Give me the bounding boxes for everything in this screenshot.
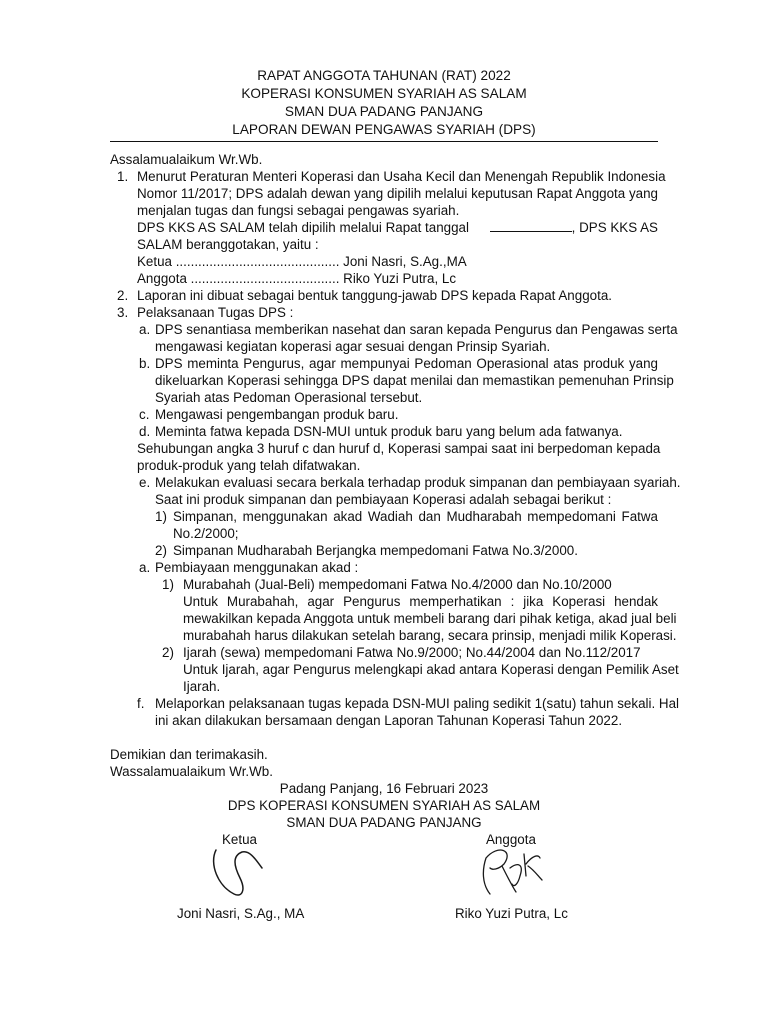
item-3f-paragraph (155, 695, 680, 712)
item-3b-line-2: dikeluarkan Koperasi sehingga DPS dapat menilai dan memastikan pemenuhan Prinsip (155, 373, 674, 388)
ijarah-line-1: Ijarah (sewa) mempedomani Fatwa No.9/2000; No.44/2004 dan No.112/2017 (183, 645, 641, 660)
signing-organization: DPS KOPERASI KONSUMEN SYARIAH AS SALAM (227, 798, 541, 813)
item-3e-line-2: Saat ini produk simpanan dan pembiayaan Koperasi adalah sebagai berikut : (155, 492, 612, 507)
anggota-entry: Anggota ........................................ Riko Yuzi Putra, Lc (137, 271, 457, 286)
item-2-number: 2. (117, 288, 129, 303)
item-1-meeting-line (137, 219, 658, 236)
item-pembiayaan-mark: a. (139, 560, 151, 575)
item-3a-paragraph (155, 321, 678, 338)
item-1-meeting-text: DPS KKS AS SALAM telah dipilih melalui Rapat tanggal (137, 220, 469, 235)
murabahah-line-1: Murabahah (Jual-Beli) mempedomani Fatwa No.4/2000 dan No.10/2000 (183, 577, 612, 592)
murabahah-line-2: Untuk Murabahah, agar Pengurus memperhatikan : jika Koperasi hendak (183, 594, 658, 609)
item-3e-sub-1-line-2: No.2/2000; (173, 526, 239, 541)
ijarah-line-2: Untuk Ijarah, agar Pengurus melengkapi akad antara Koperasi dengan Pemilik Aset (183, 662, 679, 677)
item-3e-line-1: Melakukan evaluasi secara berkala terhadap produk simpanan dan pembiayaan syariah. (155, 475, 681, 490)
item-3b-mark: b. (139, 356, 151, 371)
item-3e-sub-1-number: 1) (155, 509, 167, 524)
murabahah-line-3: mewakilkan kepada Anggota untuk membeli barang dari pihak ketiga, akad jual beli (183, 611, 677, 626)
anggota-name: Riko Yuzi Putra, Lc (455, 906, 568, 921)
ketua-signature (200, 838, 284, 906)
ijarah-line-3: Ijarah. (183, 679, 221, 694)
header-divider (110, 141, 658, 142)
title-line-1: RAPAT ANGGOTA TAHUNAN (RAT) 2022 (257, 68, 511, 83)
item-1-line-1: Menurut Peraturan Menteri Koperasi dan Usaha Kecil dan Menengah Republik Indonesia (137, 169, 666, 184)
signing-school: SMAN DUA PADANG PANJANG (286, 815, 482, 830)
item-3e-sub-1-line-1: Simpanan, menggunakan akad Wadiah dan Mudharabah mempedomani Fatwa (173, 509, 658, 524)
item-pembiayaan-line-1: Pembiayaan menggunakan akad : (155, 560, 359, 575)
ketua-name: Joni Nasri, S.Ag., MA (177, 906, 305, 921)
murabahah-number: 1) (162, 577, 174, 592)
item-1-line-3: menjalan tugas dan fungsi sebagai pengawas syariah. (137, 203, 460, 218)
item-3d-line-2: Sehubungan angka 3 huruf c dan huruf d, Koperasi sampai saat ini berpedoman kepada (137, 441, 661, 456)
ketua-entry: Ketua ............................................ Joni Nasri, S.Ag.,MA (137, 254, 467, 269)
item-3d-mark: d. (139, 424, 151, 439)
role-ketua: Ketua (222, 832, 257, 847)
item-3a-mark: a. (139, 322, 151, 337)
item-3d-line-1: Meminta fatwa kepada DSN-MUI untuk produk baru yang belum ada fatwanya. (155, 424, 623, 439)
item-3e-sub-2-number: 2) (155, 543, 167, 558)
item-1-paragraph (137, 168, 666, 202)
item-3a-line-2: mengawasi kegiatan koperasi agar sesuai dengan Prinsip Syariah. (155, 339, 551, 354)
item-1-meeting-text-end: , DPS KKS AS (571, 220, 658, 235)
anggota-signature (468, 836, 558, 904)
item-2-text: Laporan ini dibuat sebagai bentuk tanggung-jawab DPS kepada Rapat Anggota. (137, 288, 612, 303)
item-3f-mark: f. (137, 696, 145, 711)
murabahah-paragraph (183, 593, 677, 627)
closing-line-2: Wassalamualaikum Wr.Wb. (110, 764, 273, 779)
item-3d-line-3: produk-produk yang telah difatwakan. (137, 458, 361, 473)
item-3-number: 3. (117, 305, 129, 320)
item-3c-mark: c. (139, 407, 150, 422)
date-blank-field (490, 220, 572, 232)
item-3e-sub-1-paragraph (173, 508, 658, 525)
item-3b-line-1: DPS meminta Pengurus, agar mempunyai Pedoman Operasional atas produk yang (155, 356, 658, 371)
item-3e-sub-2-line-1: Simpanan Mudharabah Berjangka mempedomani Fatwa No.3/2000. (173, 543, 578, 558)
item-3f-line-2: ini akan dilakukan bersamaan dengan Laporan Tahunan Koperasi Tahun 2022. (155, 713, 623, 728)
item-3c-line-1: Mengawasi pengembangan produk baru. (155, 407, 399, 422)
item-1-number: 1. (117, 169, 129, 184)
item-1-line-5: SALAM beranggotakan, yaitu : (137, 237, 319, 252)
title-line-3: SMAN DUA PADANG PANJANG (284, 104, 484, 119)
greeting: Assalamualaikum Wr.Wb. (110, 152, 263, 167)
role-anggota: Anggota (486, 832, 536, 847)
item-3a-line-1: DPS senantiasa memberikan nasehat dan saran kepada Pengurus dan Pengawas serta (155, 322, 678, 337)
item-1-line-2: Nomor 11/2017; DPS adalah dewan yang dipilih melalui keputusan Rapat Anggota yang (137, 186, 658, 201)
item-3b-paragraph (155, 355, 674, 389)
title-line-2: KOPERASI KONSUMEN SYARIAH AS SALAM (241, 86, 527, 101)
item-3-text: Pelaksanaan Tugas DPS : (137, 305, 294, 320)
item-3d-paragraph (137, 440, 661, 457)
closing-line-1: Demikian dan terimakasih. (110, 747, 268, 762)
place-date: Padang Panjang, 16 Februari 2023 (279, 781, 489, 796)
item-3b-line-3: Syariah atas Pedoman Operasional tersebut. (155, 390, 423, 405)
item-3e-mark: e. (139, 475, 151, 490)
item-3f-line-1: Melaporkan pelaksanaan tugas kepada DSN-MUI paling sedikit 1(satu) tahun sekali. Hal (155, 696, 680, 711)
title-line-4: LAPORAN DEWAN PENGAWAS SYARIAH (DPS) (232, 122, 536, 137)
ijarah-number: 2) (162, 645, 174, 660)
murabahah-line-4: murabahah harus dilakukan setelah barang, secara prinsip, menjadi milik Koperasi. (183, 628, 677, 643)
